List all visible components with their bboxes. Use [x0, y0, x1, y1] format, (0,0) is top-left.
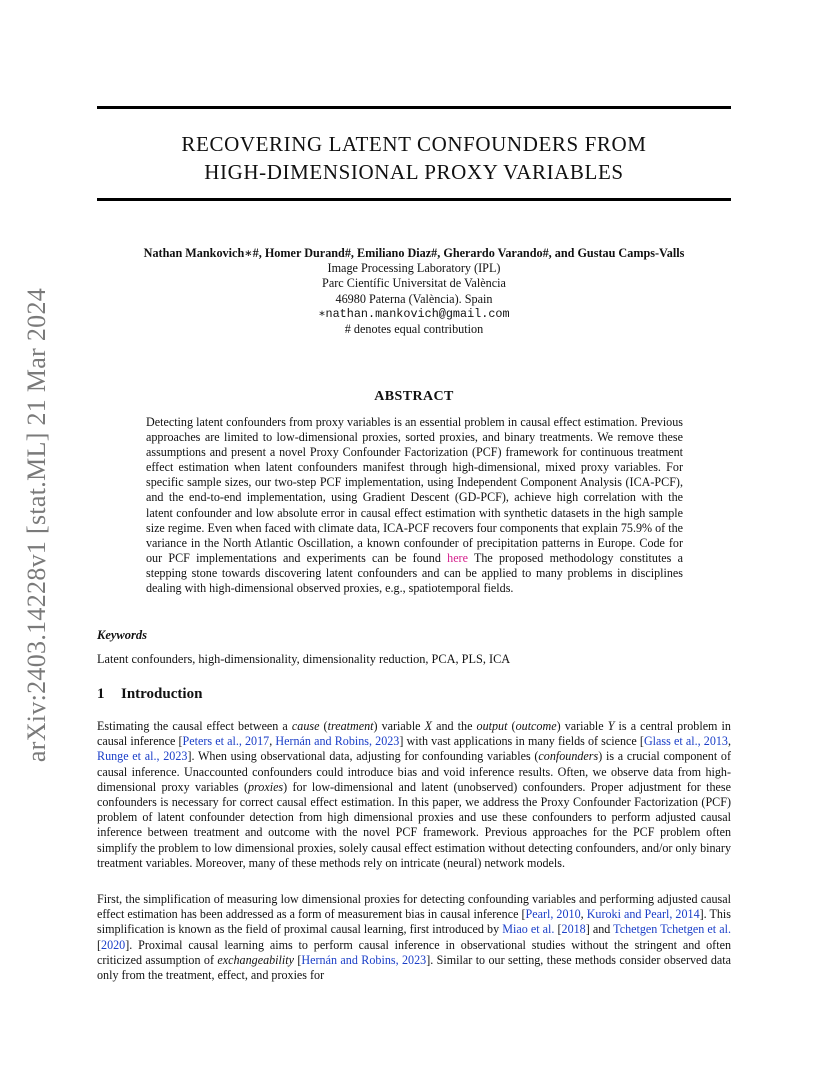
equal-contribution-note: # denotes equal contribution	[344, 322, 484, 337]
citation-link[interactable]: Hernán and Robins, 2023	[301, 952, 427, 967]
intro-paragraph-2: First, the simplification of measuring low dimensional proxies for detecting confounding variables and performing adjusted causal effect estimation has been addressed as a form of measurement bias in causal inference [Pearl, 2010, Kuroki and Pearl, 2014]. This simplification is known as the field of proximal causal learning, first introduced by Miao et al. [2018] and Tchetgen Tchetgen et al. [2020]. Proximal causal learning aims to perform causal inference in observational studies without the stringent and often criticized assumption of exchangeability [Hernán and Robins, 2023]. Similar to our setting, these methods consider observed data only from the treatment, effect, and proxies for	[97, 892, 732, 983]
intro-paragraph-1: Estimating the causal effect between a cause (treatment) variable X and the output (outcome) variable Y is a central problem in causal inference [Peters et al., 2017, Hernán and Robins, 2023] with vast applications in many fields of science [Glass et al., 2013, Runge et al., 2023]. When using observational data, adjusting for confounding variables (confounders) is a crucial component of causal inference. Unaccounted confounders could introduce bias and void inference results. Often, we observe data from high-dimensional proxy variables (proxies) for low-dimensional and latent (unobserved) confounders. Proper adjustment for these confounders is necessary for correct causal effect estimation. In this paper, we address the Proxy Confounder Factorization (PCF) problem of latent confounder detection from high dimensional proxies and use these confounders to perform adjusted causal inference between treatment and outcome with the novel PCF framework. Previous approaches for the PCF problem often simplify the problem to low dimensional proxies, solely causal effect estimation without detecting confounders, and/or only binary treatment variables. Moreover, many of these methods rely on intricate (neural) network models.	[97, 719, 731, 870]
citation-link[interactable]: Peters et al., 2017	[182, 734, 270, 749]
citation-link[interactable]: Glass et al., 2013	[643, 734, 728, 749]
title-line-1: RECOVERING LATENT CONFOUNDERS FROM	[181, 132, 647, 156]
arxiv-identifier: arXiv:2403.14228v1 [stat.ML] 21 Mar 2024	[22, 287, 51, 763]
citation-link[interactable]: Runge et al., 2023	[97, 749, 188, 764]
paper-title	[97, 130, 731, 186]
title-bottom-rule	[97, 198, 731, 201]
title-line-2: HIGH-DIMENSIONAL PROXY VARIABLES	[204, 160, 624, 184]
abstract-text-1: Detecting latent confounders from proxy variables is an essential problem in causal effect estimation. Previous approaches are limited to low-dimensional proxies, sorted proxies, and binary treatments. We remove these assumptions and present a novel Proxy Confounder Factorization (PCF) framework for continuous treatment effect estimation when latent confounders manifest through high-dimensional, mixed proxy variables. For specific sample sizes, our two-step PCF implementation, using Independent Component Analysis (ICA-PCF), and the end-to-end implementation, using Gradient Descent (GD-PCF), achieve high correlation with the latent confounder and low absolute error in causal effect estimation with synthetic datasets in the high sample size regime. Even when faced with climate data, ICA-PCF recovers four components that explain 75.9% of the variance in the North Atlantic Oscillation, a known confounder of precipitation patterns in Europe. Code for our PCF implementations and experiments can be found	[146, 415, 683, 565]
citation-link[interactable]: Kuroki and Pearl, 2014	[586, 907, 700, 922]
abstract-heading: ABSTRACT	[374, 389, 454, 404]
arxiv-sidebar	[14, 270, 60, 780]
author-names: Nathan Mankovich∗#, Homer Durand#, Emiliano Diaz#, Gherardo Varando#, and Gustau Camps-Valls	[143, 246, 685, 260]
code-link[interactable]: here	[447, 550, 468, 565]
title-top-rule	[97, 106, 731, 109]
affiliation-address: 46980 Paterna (València). Spain	[335, 291, 493, 306]
section-title: Introduction	[121, 686, 203, 702]
keywords-list: Latent confounders, high-dimensionality, dimensionality reduction, PCA, PLS, ICA	[97, 652, 511, 666]
abstract-text-2: The proposed methodology constitutes a stepping stone towards discovering latent confounders and can be applied to many problems in disciplines dealing with high-dimensional observed proxies, e.g., spatiotemporal fields.	[146, 550, 683, 596]
citation-link[interactable]: 2018	[561, 922, 586, 937]
citation-link[interactable]: Tchetgen Tchetgen et al.	[613, 922, 731, 937]
citation-link[interactable]: Miao et al.	[502, 922, 555, 937]
section-heading	[97, 686, 202, 703]
citation-link[interactable]: Pearl, 2010	[525, 907, 581, 922]
affiliation-park: Parc Científic Universitat de València	[322, 276, 506, 291]
abstract-body	[146, 415, 683, 596]
author-email[interactable]: ∗nathan.mankovich@gmail.com	[318, 306, 510, 321]
citation-link[interactable]: Hernán and Robins, 2023	[275, 734, 400, 749]
affiliation-lab: Image Processing Laboratory (IPL)	[327, 261, 501, 276]
section-number: 1	[97, 686, 105, 702]
keywords-heading: Keywords	[97, 628, 147, 642]
author-block	[97, 246, 731, 337]
citation-link[interactable]: 2020	[101, 937, 126, 952]
